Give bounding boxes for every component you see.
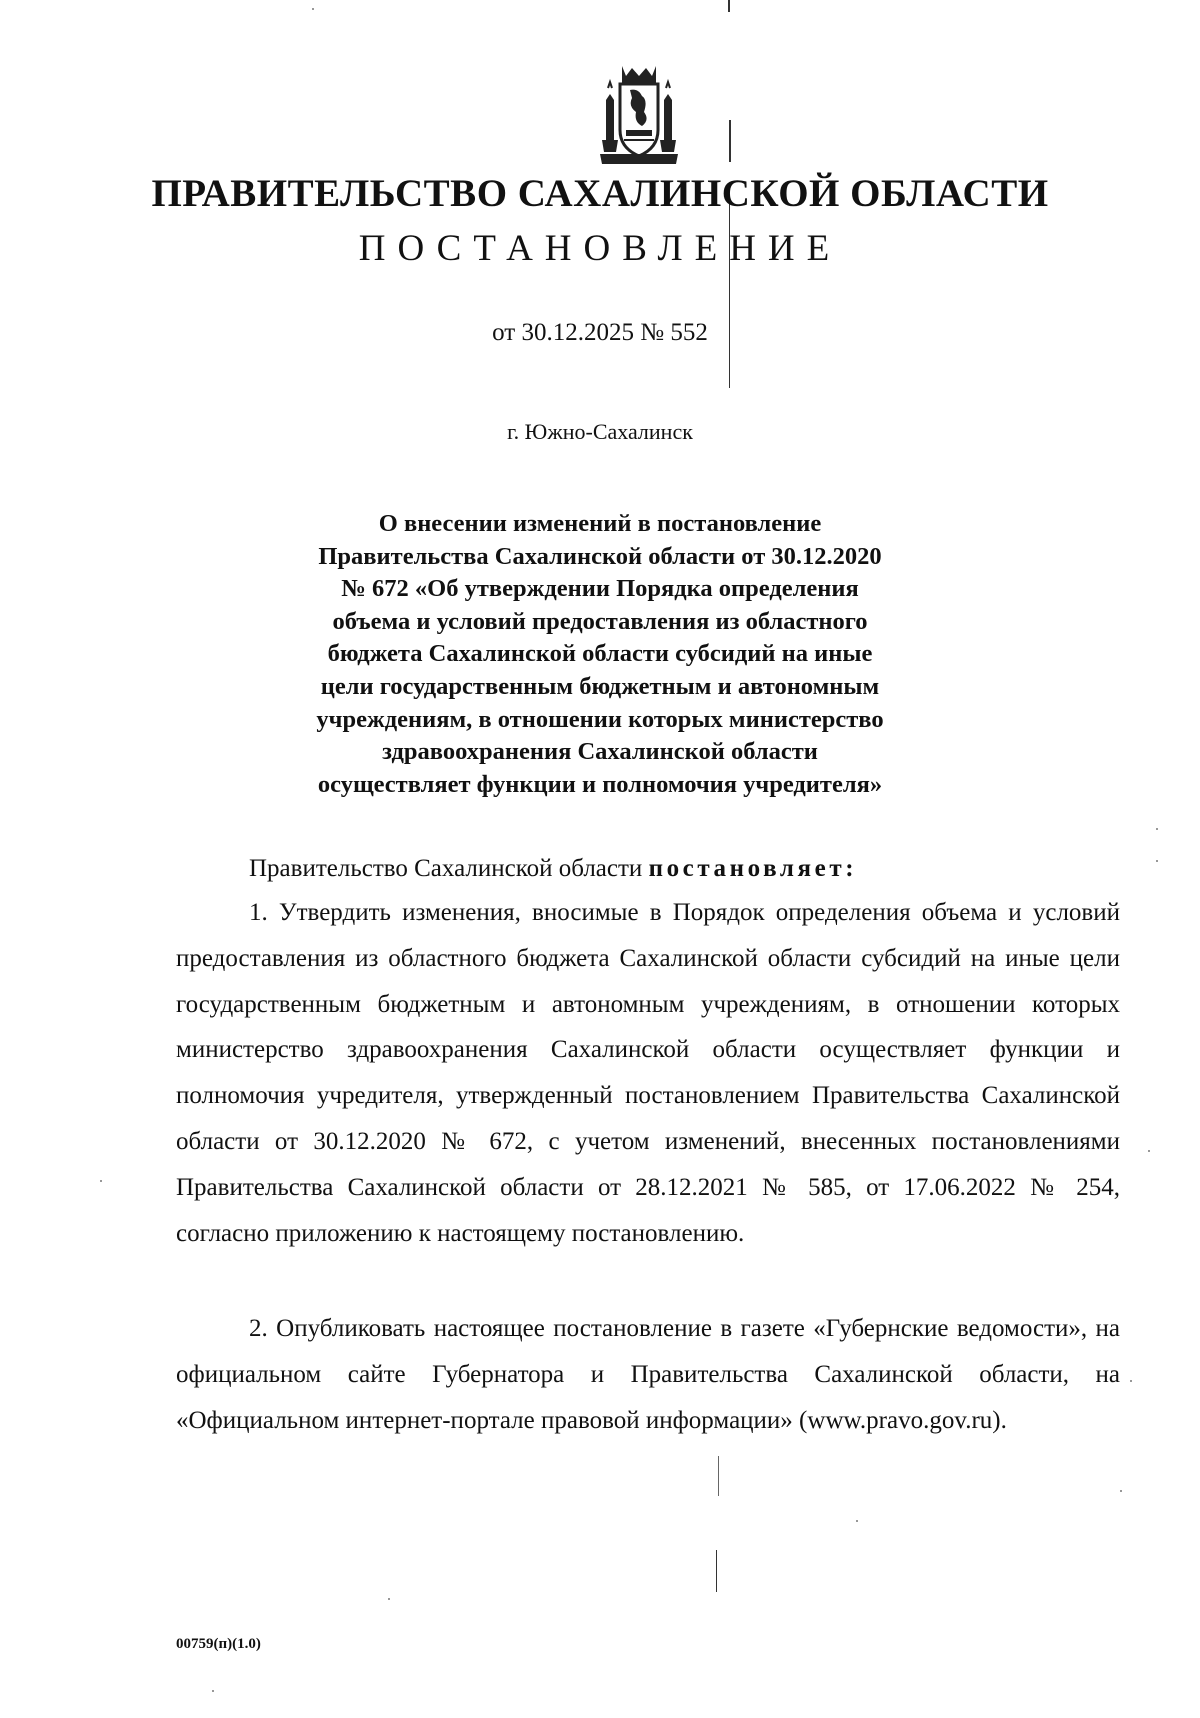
subject-line: Правительства Сахалинской области от 30.12.2020 bbox=[318, 542, 882, 570]
paragraph-1: 1. Утвердить изменения, вносимые в Порядок определения объема и условий предоставления из областного бюджета Сахалинской области субсидий на иные цели государственным бюджетным и автономным учреждениям, в отношении которых министерство здравоохранения Сахалинской области осуществляет функции и полномочия учредителя, утвержденный постановлением Правительства Сахалинской области от 30.12.2020 № 672, с учетом изменений, внесенных постановлениями Правительства Сахалинской области от 28.12.2021 № 585, от 17.06.2022 № 254, согласно приложению к настоящему постановлению. bbox=[176, 899, 1120, 1247]
scan-speck bbox=[388, 1598, 390, 1600]
scan-speck bbox=[1120, 1490, 1122, 1492]
preamble bbox=[249, 855, 857, 883]
scan-artifact-line bbox=[716, 1550, 717, 1592]
scan-artifact-line bbox=[718, 1456, 719, 1496]
scan-speck bbox=[100, 1180, 102, 1182]
scan-speck bbox=[856, 1520, 858, 1522]
paragraph-2: 2. Опубликовать настоящее постановление в газете «Губернские ведомости», на официальном сайте Губернатора и Правительства Сахалинской области, на «Официальном интернет-портале правовой информации» (www.pravo.gov.ru). bbox=[176, 1315, 1120, 1434]
scan-artifact-line bbox=[728, 0, 730, 12]
preamble-text: Правительство Сахалинской области bbox=[249, 855, 643, 882]
subject-line: здравоохранения Сахалинской области bbox=[382, 738, 818, 766]
city-line: г. Южно-Сахалинск bbox=[507, 419, 693, 444]
scan-speck bbox=[212, 1690, 214, 1692]
subject-line: бюджета Сахалинской области субсидий на иные bbox=[327, 640, 873, 668]
scan-speck bbox=[1148, 1150, 1150, 1152]
scan-speck bbox=[1130, 1380, 1132, 1382]
subject-line: цели государственным бюджетным и автономным bbox=[320, 672, 880, 700]
form-code: 00759(п)(1.0) bbox=[176, 1636, 261, 1652]
subject-line: О внесении изменений в постановление bbox=[378, 510, 822, 537]
subject-line: № 672 «Об утверждении Порядка определения bbox=[341, 575, 859, 603]
document-date-number: от 30.12.2025 № 552 bbox=[492, 319, 708, 346]
document-subject bbox=[250, 508, 950, 801]
scan-artifact-line bbox=[729, 196, 730, 388]
scan-speck bbox=[312, 8, 314, 10]
document-type-title: ПОСТАНОВЛЕНИЕ bbox=[358, 228, 842, 269]
scan-speck bbox=[1156, 828, 1158, 830]
subject-line: объема и условий предоставления из областного bbox=[332, 607, 868, 635]
sakhalin-coat-of-arms-icon bbox=[598, 60, 680, 166]
scan-artifact-line bbox=[729, 120, 731, 162]
decree-verb: постановляет: bbox=[648, 855, 858, 882]
subject-line: учреждениям, в отношении которых министерство bbox=[316, 705, 884, 733]
scan-speck bbox=[1156, 860, 1158, 862]
government-title: ПРАВИТЕЛЬСТВО САХАЛИНСКОЙ ОБЛАСТИ bbox=[151, 172, 1049, 215]
subject-line: осуществляет функции и полномочия учредителя» bbox=[317, 770, 883, 798]
